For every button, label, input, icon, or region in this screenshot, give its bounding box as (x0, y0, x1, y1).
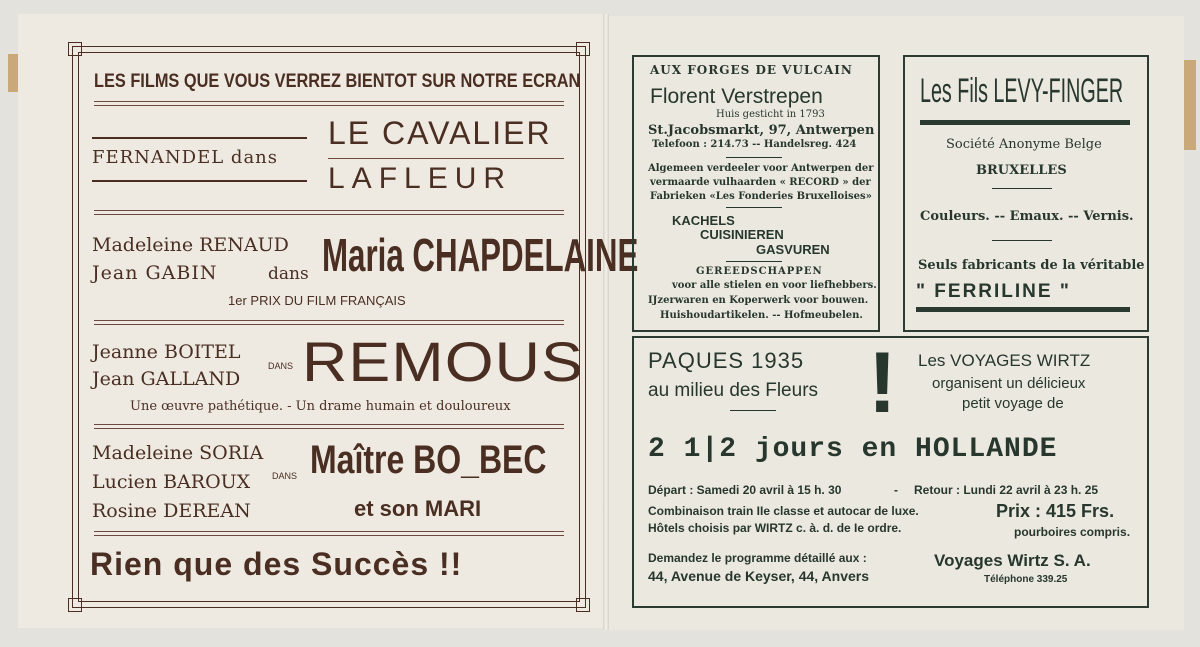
forges-product-1: KACHELS (672, 213, 735, 228)
footer-slogan: Rien que des Succès !! (90, 546, 463, 582)
right-page-tab (1184, 60, 1196, 150)
forges-desc-1: Algemeen verdeeler voor Antwerpen der (648, 163, 874, 174)
divider (94, 101, 564, 106)
divider (94, 531, 564, 536)
forges-tools: GEREEDSCHAPPEN (696, 266, 823, 277)
film-4-actor-1: Madeleine SORIA (92, 442, 264, 464)
wirtz-separator: - (894, 483, 898, 497)
wirtz-company: Voyages Wirtz S. A. (934, 551, 1091, 570)
wirtz-phone: Téléphone 339.25 (984, 574, 1068, 585)
wirtz-departure: Départ : Samedi 20 avril à 15 h. 30 (648, 483, 842, 497)
divider (94, 320, 564, 325)
film-4-dans: DANS (272, 471, 298, 481)
divider (726, 157, 782, 158)
film-3-dans: DANS (268, 361, 294, 371)
film-2-dans: dans (268, 264, 309, 284)
levy-tagline: Seuls fabricants de la véritable (918, 258, 1145, 273)
film-3-actor-2: Jean GALLAND (92, 368, 241, 390)
forges-kicker: AUX FORGES DE VULCAIN (650, 63, 853, 77)
divider (92, 180, 307, 182)
wirtz-hotels: Hôtels choisis par WIRTZ c. à. d. de Ie ordre. (648, 521, 902, 535)
forges-detail-3: Huishoudartikelen. -- Hofmeubelen. (660, 310, 863, 321)
thick-rule (920, 120, 1130, 125)
corner-ornament (576, 42, 590, 56)
forges-desc-3: Fabrieken «Les Fonderies Bruxelloises» (650, 191, 872, 202)
forges-desc-2: vermaarde vulhaarden « RECORD » der (650, 177, 871, 188)
film-1-title-line-2: LAFLEUR (328, 162, 513, 195)
film-2-actor-2: Jean GABIN (92, 262, 218, 284)
wirtz-combo: Combinaison train IIe classe et autocar de luxe. (648, 504, 919, 518)
wirtz-tips: pourboires compris. (1014, 525, 1131, 539)
wirtz-program: Demandez le programme détaillé aux : (648, 551, 867, 565)
divider (992, 240, 1052, 241)
spine-gutter (603, 14, 609, 630)
corner-ornament (68, 598, 82, 612)
divider (726, 261, 782, 262)
forges-product-2: CUISINIEREN (700, 227, 784, 242)
film-3-subtitle: Une œuvre pathétique. - Un drame humain et douloureux (130, 399, 511, 414)
levy-products: Couleurs. -- Emaux. -- Vernis. (920, 209, 1134, 224)
divider (730, 410, 776, 411)
levy-company: Société Anonyme Belge (946, 137, 1102, 152)
wirtz-org-line-3: petit voyage de (962, 395, 1064, 412)
film-4-actor-2: Lucien BAROUX (92, 471, 251, 493)
levy-name: Les Fils LEVY-FINGER (920, 72, 1124, 110)
film-2-subtitle: 1er PRIX DU FILM FRANÇAIS (228, 293, 406, 308)
wirtz-org: Les VOYAGES WIRTZ (918, 351, 1091, 370)
film-1-actor: FERNANDEL dans (92, 147, 279, 168)
forges-product-3: GASVUREN (756, 242, 830, 257)
wirtz-return: Retour : Lundi 22 avril à 23 h. 25 (914, 483, 1099, 497)
divider (94, 424, 564, 429)
films-header: LES FILMS QUE VOUS VERREZ BIENTOT SUR NOTRE ECRAN (94, 71, 581, 92)
forges-detail-2: IJzerwaren en Koperwerk voor bouwen. (648, 295, 869, 306)
levy-city: BRUXELLES (976, 163, 1067, 178)
forges-founded: Huis gesticht in 1793 (716, 109, 825, 120)
corner-ornament (68, 42, 82, 56)
film-2-actor-1: Madeleine RENAUD (92, 234, 289, 256)
wirtz-headline: 2 1|2 jours en HOLLANDE (648, 434, 1058, 465)
film-4-actor-3: Rosine DEREAN (92, 500, 251, 522)
divider (94, 210, 564, 215)
film-1-title-line-1: LE CAVALIER (328, 115, 552, 151)
divider (992, 188, 1052, 189)
forges-phone: Telefoon : 214.73 -- Handelsreg. 424 (652, 139, 857, 150)
film-3-actor-1: Jeanne BOITEL (92, 341, 241, 363)
levy-brand: " FERRILINE " (916, 281, 1071, 302)
forges-name: Florent Verstrepen (650, 85, 823, 108)
wirtz-price: Prix : 415 Frs. (996, 501, 1115, 521)
wirtz-org-line-2: organisent un délicieux (932, 375, 1086, 392)
forges-address: St.Jacobsmarkt, 97, Antwerpen (648, 123, 875, 138)
forges-detail-1: voor alle stielen en voor liefhebbers. (672, 280, 877, 291)
wirtz-title: PAQUES 1935 (648, 348, 805, 373)
film-3-title: REMOUS (302, 330, 585, 393)
divider (328, 158, 564, 159)
film-2-title: Maria CHAPDELAINE (322, 229, 639, 281)
corner-ornament (576, 598, 590, 612)
film-4-title-line-2: et son MARI (354, 496, 482, 521)
divider (92, 137, 307, 139)
film-4-title-line-1: Maître BO_BEC (310, 438, 547, 482)
thick-rule (916, 307, 1130, 312)
divider (726, 207, 782, 208)
wirtz-subtitle: au milieu des Fleurs (648, 380, 819, 401)
left-page-tab (8, 54, 18, 92)
wirtz-address: 44, Avenue de Keyser, 44, Anvers (648, 568, 870, 584)
exclamation-mark: ! (868, 335, 897, 431)
